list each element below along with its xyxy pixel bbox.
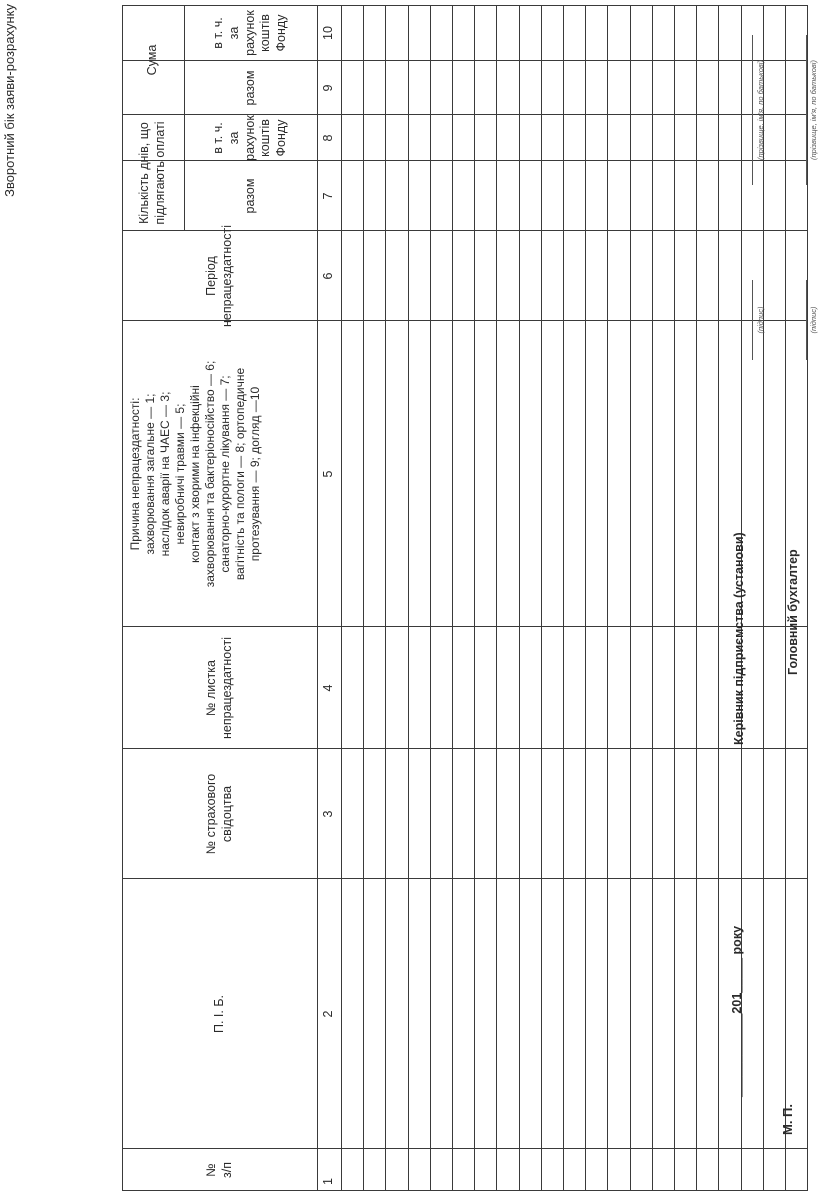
column-number-6: 6	[321, 272, 335, 280]
table-row[interactable]	[409, 5, 430, 1191]
column-header-6: Період непрацездатності	[203, 225, 234, 327]
head-name-line[interactable]	[752, 35, 753, 185]
column-header-5: Причина непрацездатності: захворювання загальне — 1; наслідок аварії на ЧАЕС — 3; невиробничі травми — 5; контакт з хворими на інфекційні захворювання та бактеріоносійство — 6; санаторно-курортне лікування — 7; вагітність та пологи — 8; ортопедичне протезування — 9; догляд —10	[128, 360, 262, 588]
column-header-7: разом	[242, 178, 257, 214]
group-header-days: Кількість днів, що підлягають оплаті	[137, 121, 167, 225]
accountant-signature-line[interactable]	[806, 280, 807, 360]
table-row[interactable]	[520, 5, 541, 1191]
table-row[interactable]	[608, 5, 629, 1191]
table-row[interactable]	[475, 5, 496, 1191]
table-row[interactable]	[586, 5, 607, 1191]
date-year-prefix: 201	[730, 992, 744, 1014]
column-number-5: 5	[321, 470, 335, 478]
column-number-8: 8	[321, 134, 335, 142]
table-row[interactable]	[631, 5, 652, 1191]
table-row[interactable]	[697, 5, 718, 1191]
date-suffix: року	[730, 925, 744, 955]
column-number-7: 7	[321, 192, 335, 200]
table-row[interactable]	[453, 5, 474, 1191]
stamp-label: М. П.	[780, 1103, 795, 1135]
table-row[interactable]	[675, 5, 696, 1191]
accountant-name-line[interactable]	[806, 35, 807, 185]
column-header-1: № з/п	[203, 1162, 234, 1178]
column-number-1: 1	[321, 1178, 335, 1185]
table-row[interactable]	[653, 5, 674, 1191]
column-header-9: разом	[242, 70, 257, 106]
accountant-name-hint: (прізвище, ім'я, по батькові)	[809, 60, 818, 160]
table-row[interactable]	[431, 5, 452, 1191]
accountant-signature-hint: (підпис)	[809, 306, 818, 334]
head-signature-hint: (підпис)	[756, 306, 765, 334]
column-header-10: в т. ч. за рахунок коштів Фонду	[211, 10, 288, 56]
column-number-2: 2	[321, 1010, 335, 1018]
column-header-8: в т. ч. за рахунок коштів Фонду	[211, 115, 288, 161]
column-number-10: 10	[321, 26, 335, 40]
table-row[interactable]	[564, 5, 585, 1191]
column-header-4: № листка непрацездатності	[203, 637, 234, 739]
column-number-9: 9	[321, 84, 335, 92]
table-row[interactable]	[342, 5, 363, 1191]
table-row[interactable]	[764, 5, 785, 1191]
group-header-sum: Сума	[145, 44, 160, 76]
column-header-2: П. І. Б.	[211, 994, 226, 1034]
column-header-3: № страхового свідоцтва	[203, 773, 234, 855]
head-name-hint: (прізвище, ім'я, по батькові)	[756, 60, 765, 160]
head-signature-line[interactable]	[752, 280, 753, 360]
column-number-4: 4	[321, 684, 335, 692]
table-row[interactable]	[542, 5, 563, 1191]
calculation-table	[122, 5, 815, 1191]
form-title: Зворотний бік заяви-розрахунку	[2, 4, 17, 197]
table-row[interactable]	[386, 5, 407, 1191]
head-title: Керівник підприємства (установи)	[732, 532, 746, 745]
table-row[interactable]	[364, 5, 385, 1191]
column-number-3: 3	[321, 810, 335, 818]
accountant-title: Головний бухгалтер	[786, 549, 800, 675]
date-field[interactable]: ____________201_____ року	[730, 925, 744, 1097]
table-row[interactable]	[497, 5, 518, 1191]
